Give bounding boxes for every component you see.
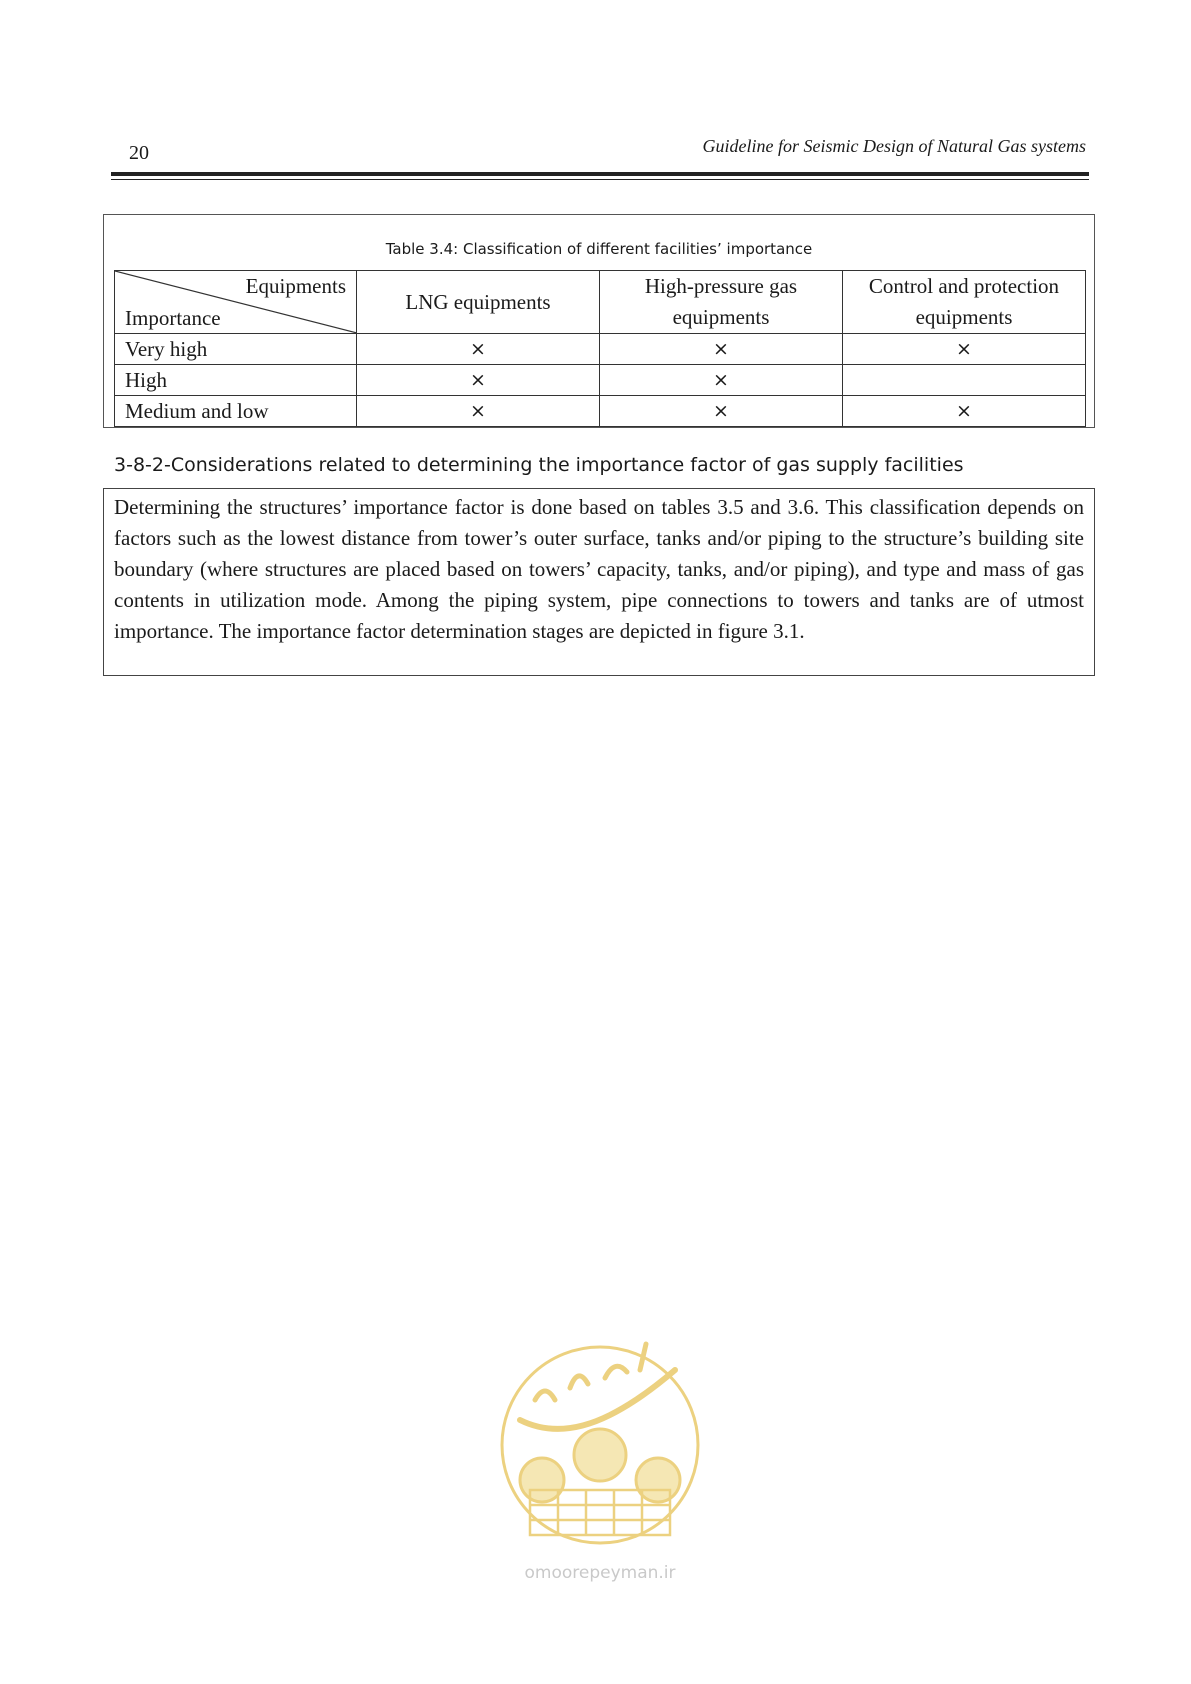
mark-cell: × [600,334,843,365]
page-number: 20 [129,142,149,164]
section-paragraph: Determining the structures’ importance factor is done based on tables 3.5 and 3.6. This classification depends on factors such as the lowest distance from tower’s outer surface, tanks and/or piping to the structure’s building site boundary (where structures are placed based on towers’ capacity, tanks, and/or piping), and type and mass of gas contents in utilization mode. Among the piping system, pipe connections to towers and tanks are of utmost importance. The importance factor determination stages are depicted in figure 3.1. [103,488,1095,676]
mark-cell: × [357,334,600,365]
watermark-logo [490,1330,710,1590]
running-title: Guideline for Seismic Design of Natural Gas systems [702,136,1086,156]
row-label: High [115,365,357,396]
watermark-website: omoorepeyman.ir [524,1563,676,1583]
mark-cell: × [357,365,600,396]
mark-cell [843,365,1086,396]
importance-table [114,270,1086,427]
table-row [115,334,1086,365]
column-header-lng: LNG equipments [357,271,600,334]
table-header-row [115,271,1086,334]
header-rule-thin [111,179,1089,180]
table-row [115,396,1086,427]
mark-cell: × [843,396,1086,427]
corner-label-importance: Importance [125,306,221,330]
mark-cell: × [600,365,843,396]
header-rule-thick [111,172,1089,176]
corner-label-equipments: Equipments [245,274,346,298]
row-label: Medium and low [115,396,357,427]
table-row [115,365,1086,396]
row-label: Very high [115,334,357,365]
mark-cell: × [357,396,600,427]
mark-cell: × [600,396,843,427]
section-heading: 3-8-2-Considerations related to determining the importance factor of gas supply facilities [114,454,964,476]
column-header-control: Control and protection equipments [843,271,1086,334]
corner-header-cell [115,271,357,334]
mark-cell: × [843,334,1086,365]
table-caption: Table 3.4: Classification of different facilities’ importance [385,240,813,258]
column-header-high-pressure: High-pressure gas equipments [600,271,843,334]
